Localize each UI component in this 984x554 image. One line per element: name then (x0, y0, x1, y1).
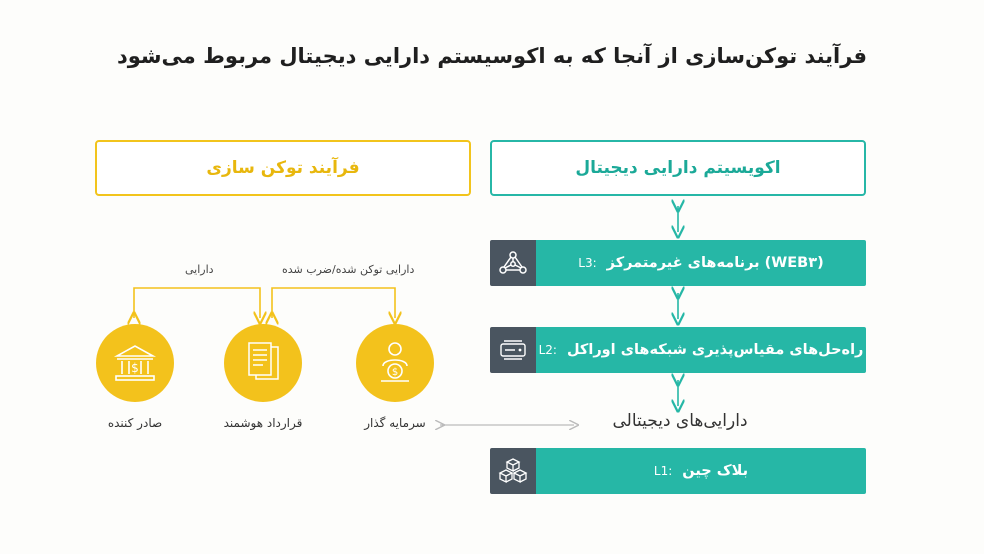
issuer-bank-icon (96, 324, 174, 402)
layer-l3-level: L3: (578, 256, 597, 270)
flow-tokenized-line (272, 288, 395, 318)
layer-l1-text: بلاک چین (682, 463, 749, 479)
flow-asset-line (134, 288, 260, 318)
layer-l1 (490, 448, 866, 494)
smart-contract-label: قرارداد هوشمند (223, 416, 303, 430)
investor-person-coin-icon (356, 324, 434, 402)
smart-contract-document-icon (224, 324, 302, 402)
layer-l2-level: L2: (538, 343, 557, 357)
layer-l2 (490, 327, 866, 373)
flow-label-asset: دارایی (185, 263, 214, 276)
digital-asset-ecosystem-header: اکویسیتم دارایی دیجیتال (490, 140, 866, 196)
layer-l2-text: راه‌حل‌های مقیاس‌پذیری شبکه‌های اوراکل (566, 342, 864, 358)
issuer-label: صادر کننده (107, 416, 163, 430)
svg-text:$: $ (131, 361, 139, 375)
network-nodes-icon (490, 240, 536, 286)
svg-text:$: $ (391, 367, 399, 378)
tokenization-process-header: فرآیند توکن سازی (95, 140, 471, 196)
server-icon (490, 327, 536, 373)
investor-label: سرمایه گذار (364, 416, 426, 430)
layer-l3 (490, 240, 866, 286)
layer-l3-text: (WEB۳) برنامه‌های غیرمتمرکز (606, 255, 824, 271)
page-title: فرآیند توکن‌سازی از آنجا که به اکوسیستم دارایی دیجیتال مربوط می‌شود (116, 44, 868, 68)
flow-label-tokenized: دارایی توکن شده/ضرب شده (282, 263, 415, 276)
layer-l1-level: L1: (653, 464, 673, 478)
digital-assets-label: دارایی‌های دیجیتالی (612, 411, 748, 431)
blocks-cube-icon (490, 448, 536, 494)
